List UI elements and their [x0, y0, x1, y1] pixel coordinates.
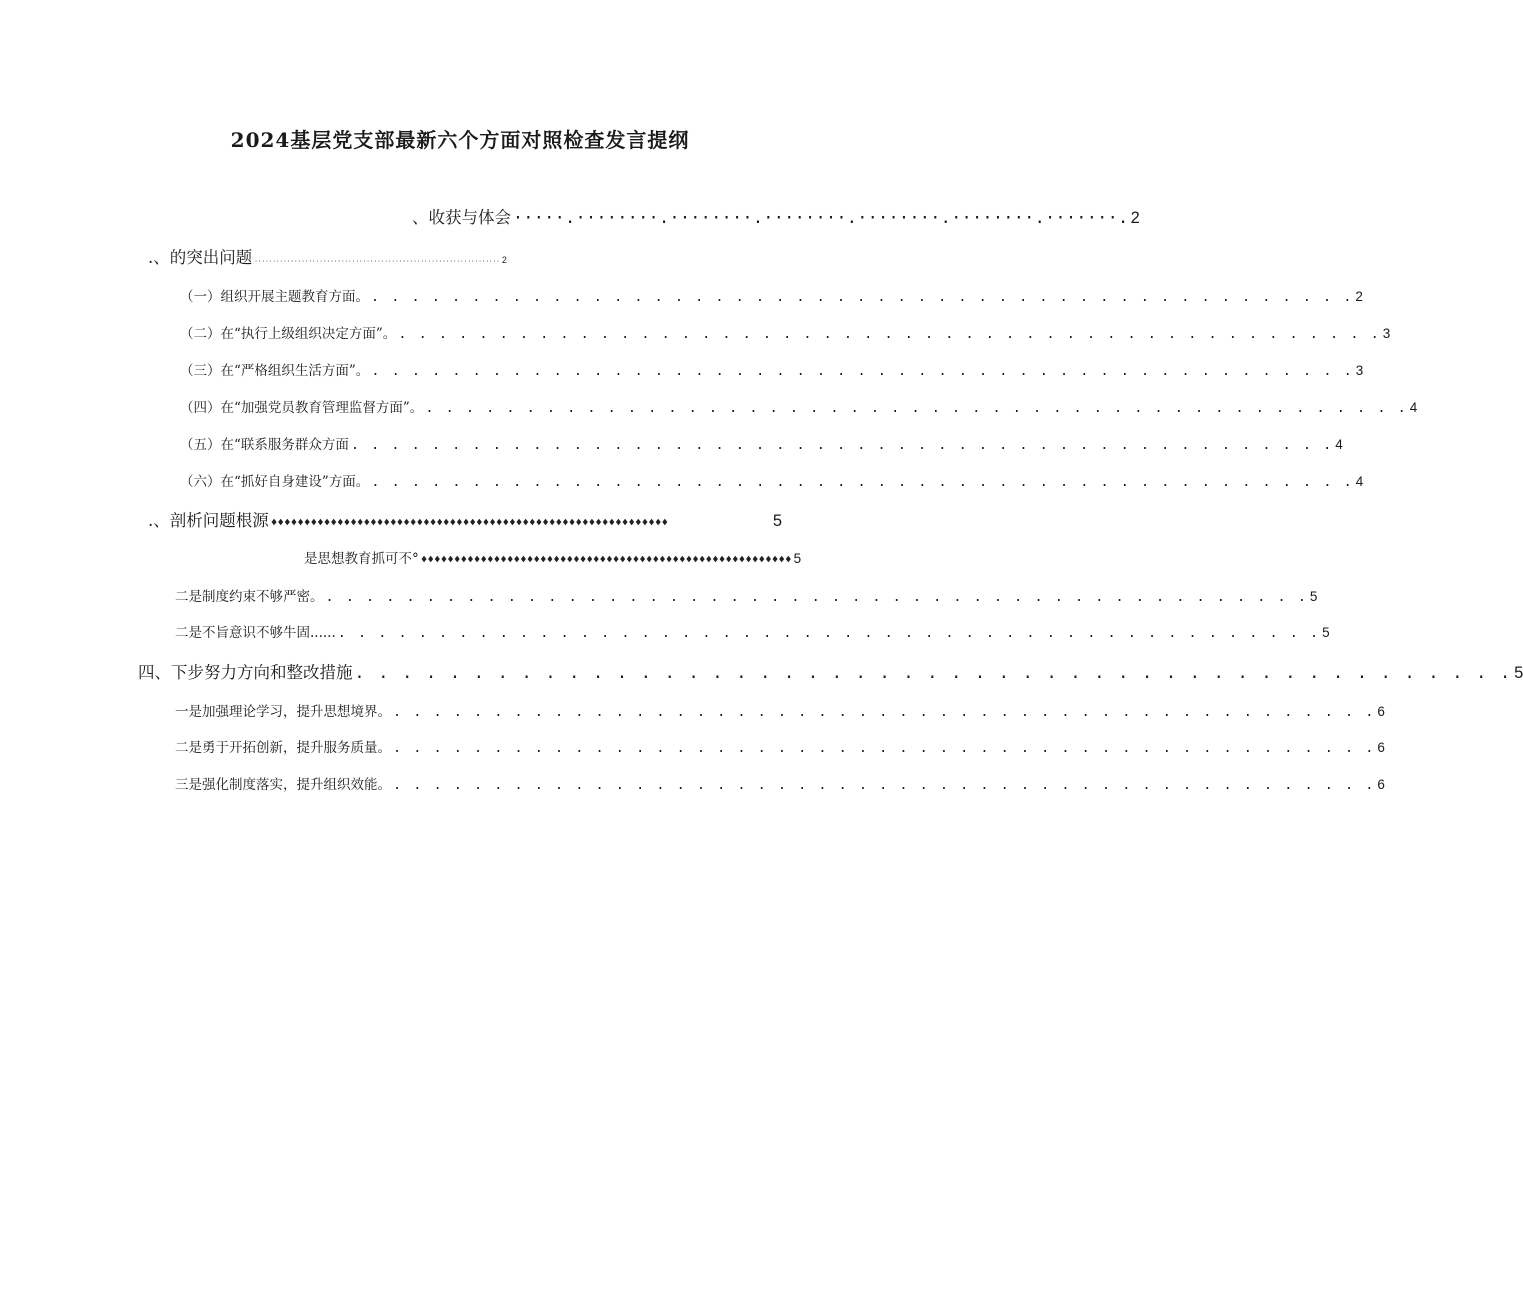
toc-leader: ♦♦♦♦♦♦♦♦♦♦♦♦♦♦♦♦♦♦♦♦♦♦♦♦♦♦♦♦♦♦♦♦♦♦♦♦♦♦♦♦♦♦♦♦♦♦♦♦♦♦♦♦♦♦♦♦♦♦♦♦	[270, 516, 669, 529]
toc-entry-awareness[interactable]	[175, 622, 1330, 644]
document-title: 2024基层党支部最新六个方面对照检查发言提纲	[230, 128, 690, 152]
toc-page-number: 3	[1355, 363, 1364, 378]
toc-entry-root-causes[interactable]	[148, 510, 782, 532]
toc-entry-label: 二是制度约束不够严密。	[175, 589, 324, 605]
toc-entry-label: （一）组织开展主题教育方面。	[180, 289, 369, 305]
toc-entry-rectification[interactable]	[138, 662, 1523, 684]
toc-entry-label: 二是不旨意识不够牛固......	[175, 625, 336, 641]
toc-entry-label: .、剖析问题根源	[148, 511, 269, 530]
toc-page-number: 2	[1355, 289, 1363, 304]
toc-leader: . . . . . . . . . . . . . . . . . . . . . . . . . . . . . . . . . . . . . . . . . . . . . . . . .	[393, 777, 1376, 793]
toc-entry-label: 四、下步努力方向和整改措施	[138, 663, 353, 682]
toc-entry-sub-2[interactable]	[180, 323, 1391, 345]
toc-entry-label: 、收获与体会	[412, 208, 511, 227]
toc-entry-label: 一是加强理论学习，提升思想境界。	[175, 704, 391, 720]
toc-entry-theory-study[interactable]	[175, 701, 1385, 723]
toc-leader: . . . . . . . . . . . . . . . . . . . . . . . . . . . . . . . . . . . . . . . . . . . . . . . . .	[398, 326, 1381, 342]
toc-leader: . . . . . . . . . . . . . . . . . . . . . . . . . . . . . . . . . . . . . . . . . . . . . . . . .	[371, 474, 1354, 490]
toc-leader: . . . . . . . . . . . . . . . . . . . . . . . . . . . . . . . . . . . . . . . . . . . . . . . . .	[393, 704, 1376, 720]
toc-page-number: 5	[1514, 664, 1523, 682]
toc-entry-sub-3[interactable]	[180, 360, 1364, 382]
toc-leader: . . . . . . . . . . . . . . . . . . . . . . . . . . . . . . . . . . . . . . . . . . . . . . . . .	[425, 400, 1408, 416]
toc-entry-label: .、的突出问题	[148, 248, 253, 267]
toc-page-number: 4	[1355, 474, 1364, 489]
toc-leader: . . . . . . . . . . . . . . . . . . . . . . . . . . . . . . . . . . . . . . . . . . . . . . . . .	[337, 625, 1321, 641]
toc-page-number: 3	[1382, 326, 1391, 341]
toc-page-number: 4	[1335, 437, 1343, 452]
toc-leader: . . . . . . . . . . . . . . . . . . . . . . . . . . . . . . . . . . . . . . . . . . . . . . . . .	[393, 740, 1376, 756]
toc-leader: . . . . . . . . . . . . . . . . . . . . . . . . . . . . . . . . . . . . . . . . . . . . . . . . .	[325, 589, 1308, 605]
toc-entry-label: （二）在“执行上级组织决定方面”。	[180, 326, 397, 342]
toc-entry-label: （六）在“抓好自身建设”方面。	[180, 474, 370, 490]
toc-leader: ·····.········.········.········.········.········.·······.	[513, 208, 1129, 227]
toc-page-number: 6	[1377, 777, 1385, 792]
toc-page-number: 5	[1309, 589, 1318, 604]
toc-entry-sub-4[interactable]	[180, 397, 1418, 419]
toc-leader: . . . . . . . . . . . . . . . . . . . . . . . . . . . . . . . . . . . . . . . . . . . . . . . . .	[371, 363, 1354, 379]
toc-entry-label: 三是强化制度落实，提升组织效能。	[175, 777, 391, 793]
toc-page-number: 4	[1409, 400, 1418, 415]
toc-entry-thought-education[interactable]	[304, 548, 802, 570]
toc-entry-prominent-problems[interactable]	[148, 247, 507, 269]
toc-page-number: 2	[1130, 209, 1140, 227]
toc-entry-sub-1[interactable]	[180, 286, 1363, 308]
toc-leader: ····································································	[254, 258, 500, 265]
toc-entry-harvest[interactable]	[412, 207, 1140, 229]
toc-entry-implementation[interactable]	[175, 774, 1385, 796]
toc-page-number: 6	[1377, 704, 1385, 719]
toc-page-number: 6	[1377, 740, 1385, 755]
toc-entry-label: （三）在“严格组织生活方面”。	[180, 363, 370, 379]
toc-page-number: 2	[501, 255, 507, 265]
toc-entry-sub-6[interactable]	[180, 471, 1364, 493]
toc-entry-label: 二是勇于开拓创新，提升服务质量。	[175, 740, 391, 756]
toc-page-number: 5	[793, 551, 802, 566]
toc-leader: ♦♦♦♦♦♦♦♦♦♦♦♦♦♦♦♦♦♦♦♦♦♦♦♦♦♦♦♦♦♦♦♦♦♦♦♦♦♦♦♦♦♦♦♦♦♦♦♦♦♦♦♦♦♦♦♦	[420, 553, 792, 566]
toc-entry-institution-constraint[interactable]	[175, 586, 1318, 608]
toc-page-number: 5	[772, 512, 782, 530]
toc-page-number: 5	[1322, 625, 1330, 640]
toc-entry-innovation[interactable]	[175, 737, 1385, 759]
toc-leader: . . . . . . . . . . . . . . . . . . . . . . . . . . . . . . . . . . . . . . . . . . . . . . . . .	[354, 663, 1513, 682]
toc-leader: . . . . . . . . . . . . . . . . . . . . . . . . . . . . . . . . . . . . . . . . . . . . . . . . .	[371, 289, 1354, 305]
toc-entry-sub-5[interactable]	[180, 434, 1343, 456]
toc-leader: . . . . . . . . . . . . . . . . . . . . . . . . . . . . . . . . . . . . . . . . . . . . . . . . .	[350, 437, 1334, 453]
toc-entry-label: 是思想教育抓可不°	[304, 551, 419, 567]
toc-entry-label: （四）在“加强党员教育管理监督方面”。	[180, 400, 424, 416]
toc-entry-label: （五）在“联系服务群众方面	[180, 437, 349, 453]
